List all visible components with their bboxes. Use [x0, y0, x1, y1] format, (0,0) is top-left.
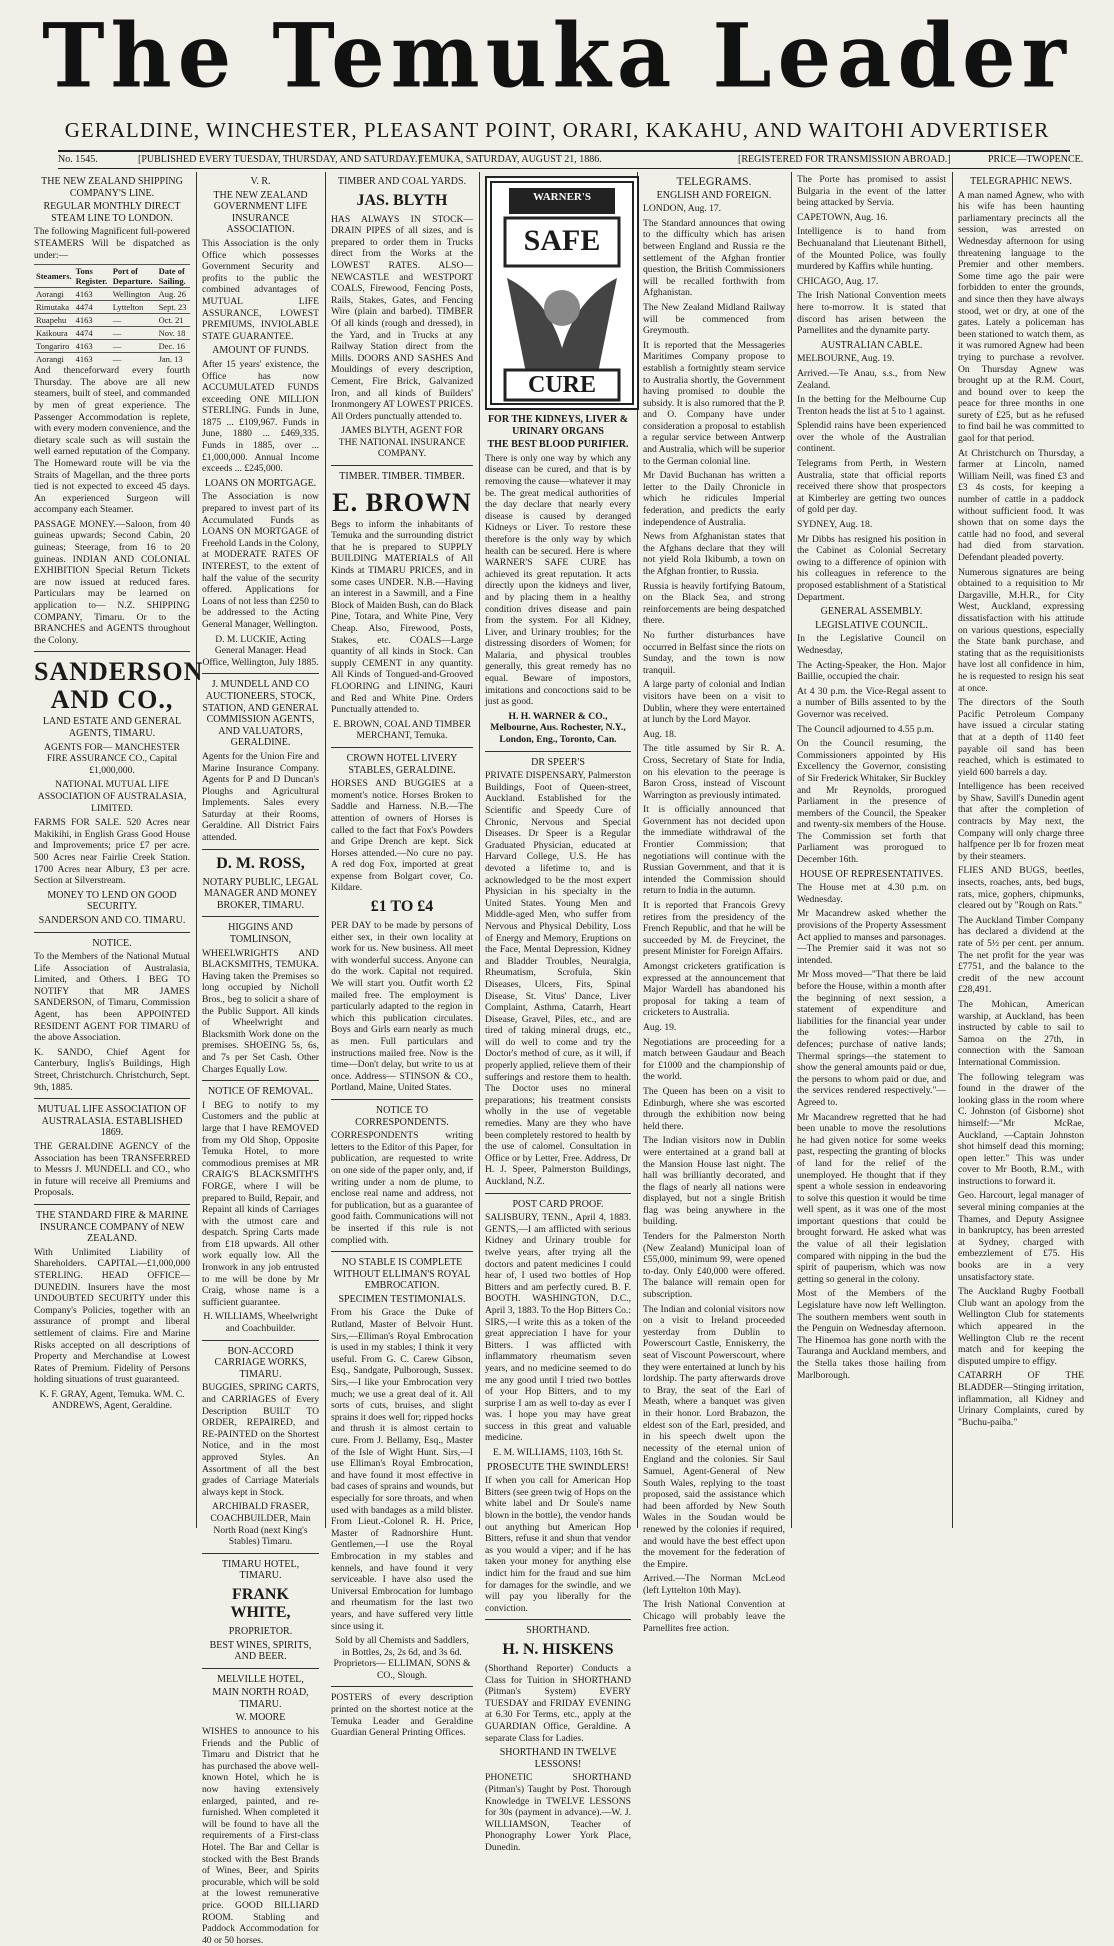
- article-paragraph: Intelligence has been received by Shaw, Savill's Dunedin agent that after the completion of contracts by May next, the Company will only charge three halfpence per lb for frozen meat by their steamers.: [958, 781, 1084, 862]
- telegraphic-paragraphs: [958, 190, 1084, 1429]
- table-cell: Aorangi: [34, 288, 74, 301]
- removal-body: I BEG to notify to my Customers and the public at large that I have REMOVED from my Old Shop, Opposite Temuka Hotel, to more commodious premises at MR CRAIG'S BLACKSMITH'S FORGE, where I will be prepared to Build, Repair, and Repaint all kinds of Carriages with the utmost care and despatch. Spring Carts made from £18 upwards. All other work equally low. All the Ironwork in any job entrusted to me will be done by Mr Craig, whose name is a sufficient guarantee.: [202, 1099, 319, 1308]
- article-paragraph: Mr Macandrew regretted that he had been unable to move the resolutions he had given notice for some weeks past, respecting the granting of blocks of land for the relief of the unemployed. He thought that if they spent a whole session in endeavoring to solve this question it would be time well spent, as it was one of the most important questions that could be brought forward. He asked what was the value of all their legislation compared with nipping in the bud the spirit of pauperism, which was now getting so general in the colony.: [797, 1111, 946, 1285]
- table-row: [34, 340, 190, 353]
- shorthand-label: SHORTHAND.: [526, 1625, 590, 1637]
- column-rule: [325, 172, 326, 1528]
- kidneys-title: FOR THE KIDNEYS, LIVER & URINARY ORGANS: [487, 414, 629, 437]
- crown-hotel-title: CROWN HOTEL LIVERY STABLES, GERALDINE.: [346, 752, 458, 776]
- blood-purifier: THE BEST BLOOD PURIFIER.: [487, 439, 629, 451]
- brown-title: E. BROWN: [332, 487, 472, 517]
- table-cell: 4474: [74, 301, 111, 314]
- postcard-body: SALISBURY, TENN., April 4, 1883. GENTS,—I am afflicted with serious Kidney and Urinary trouble for twelve years, after trying all the doctors and patent medicines I could hear of, I used two bottles of Hop Bitters and am perfectly cured. B. F. BOOTH. WASHINGTON, D.C., April 3, 1883. To the Hop Bitters Co.: SIRS,—I write this as a token of the great appreciation I have for your Bitters. I was afflicted with inflammatory rheumatism seven years, and no medicine seemed to do me any good until I tried two bottles of your Hop Bitters, and to my surprise I am as well to-day as ever I was. I hope you may have great success in this great and valuable medicine.: [485, 1212, 631, 1444]
- article-paragraph: Mr Macandrew asked whether the provisions of the Property Assessment Act applied to manses and parsonages.—The Premier said it was not so intended.: [797, 908, 946, 966]
- specimen-title: SPECIMEN TESTIMONIALS.: [338, 1293, 466, 1305]
- table-row: [34, 288, 190, 301]
- column-7: [958, 174, 1084, 1526]
- article-paragraph: The Mohican, American warship, at Auckland, has been instructed by cable to sail to Samoa on the 27th, in connection with the Samoan International Commission.: [958, 998, 1084, 1068]
- column-5: [643, 174, 785, 1634]
- shipping-subtitle: REGULAR MONTHLY DIRECT STEAM LINE TO LONDON.: [43, 201, 181, 224]
- timaru-hotel-title: TIMARU HOTEL, TIMARU.: [221, 1558, 300, 1582]
- divider: [331, 1251, 473, 1252]
- table-row: [34, 327, 190, 340]
- article-paragraph: Tenders for the Palmerston North (New Zealand) Municipal loan of £55,000, minimum 99, were opened to-day. Only £40,000 were offered. The balance will remain open for subscription.: [643, 1231, 785, 1301]
- divider: [485, 751, 631, 752]
- issue-date: TEMUKA, SATURDAY, AUGUST 21, 1886.: [418, 154, 602, 165]
- safe-label-safe: SAFE: [523, 224, 601, 257]
- article-paragraph: LONDON, Aug. 17.: [643, 203, 722, 215]
- column-rule: [479, 172, 480, 1528]
- table-cell: Dec. 16: [157, 340, 190, 353]
- divider: [202, 1080, 319, 1081]
- money-to-lend: MONEY TO LEND ON GOOD SECURITY.: [47, 889, 177, 913]
- proprietor-label: PROPRIETOR.: [228, 1625, 293, 1637]
- article-paragraph: No further disturbances have occurred in Belfast since the riots on Sunday, and the town is now tranquil.: [643, 629, 785, 676]
- article-paragraph: Negotiations are proceeding for a match between Gaudaur and Beach for £1000 and the championship of the world.: [643, 1036, 785, 1083]
- article-paragraph: The Indian visitors now in Dublin were entertained at a grand ball at the Mansion House last night. The hall was brilliantly decorated, and the flags of nearly all nations were displayed, but not a single British flag was being anywhere in the building.: [643, 1135, 785, 1228]
- loans-title: LOANS ON MORTGAGE.: [204, 477, 317, 489]
- table-header: Tons Register.: [74, 265, 111, 288]
- issue-info-bar: [58, 150, 1084, 169]
- sanderson-subtitle: LAND ESTATE AND GENERAL AGENTS, TIMARU.: [42, 716, 182, 739]
- loans-body: The Association is now prepared to invest part of its Accumulated Funds as LOANS ON MORTGAGE of Freehold Lands in the Colony, at MODERATE RATES OF INTEREST, to the extent of half the value of the security offered. Applications for Loans of not less than £250 to be addressed to the Acting General Manager, Wellington.: [202, 491, 319, 630]
- moore-body: WISHES to announce to his Friends and the Public of Timaru and District that he has purchased the above well-known Hotel, which he is now having extensively enlarged, painted, and re-furnished. When completed it will be found to have all the requirements of a First-class Hotel. The Bar and Cellar is stocked with the Best Brands of Wines, Beer, and Spirits procurable, which will be sold at the lowest remunerative price. GOOD BILLIARD ROOM. Stabling and Paddock Accommodation for 40 or 50 horses.: [202, 1726, 319, 1946]
- article-paragraph: At 4 30 p.m. the Vice-Regal assent to a number of Bills assented to by the Governor was received.: [797, 685, 946, 720]
- vr-mark: V. R.: [250, 176, 271, 187]
- article-paragraph: The Auckland Timber Company has declared a dividend at the rate of 5½ per cent. per annum. The net profit for the year was £7751, and the balance to the credit of the new account £28,491.: [958, 914, 1084, 996]
- column-4: [485, 174, 631, 1853]
- table-header: Steamers.: [34, 265, 74, 288]
- table-header: Date of Sailing.: [157, 265, 190, 288]
- article-paragraph: Splendid rains have been experienced over the whole of the Australian continent.: [797, 420, 946, 455]
- notice-signature: K. SANDO, Chief Agent for Canterbury, Inglis's Buildings, High Street, Christchurch. Christchurch, Sept. 9th, 1885.: [34, 1046, 190, 1093]
- mutual-life-title: MUTUAL LIFE ASSOCIATION OF AUSTRALASIA. ESTABLISHED 1869.: [37, 1104, 187, 1139]
- funds-body: After 15 years' existence, the Office has now ACCUMULATED FUNDS exceeding ONE MILLION STERLING. Funds in June, 1875 ... £109,967. Funds in June, 1880 ... £469,335. Funds in 1885, over ... £1,000,000. Annual Income exceeds ... £245,000.: [202, 358, 319, 475]
- twelve-lessons-title: SHORTHAND IN TWELVE LESSONS!: [499, 1747, 617, 1770]
- mundell-title: J. MUNDELL AND CO AUCTIONEERS, STOCK, STATION, AND GENERAL COMMISSION AGENTS, AND VALUATORS, GERALDINE.: [202, 679, 319, 749]
- passage-money: PASSAGE MONEY.—Saloon, from 40 guineas upwards; Second Cabin, 20 guineas; Steerage, from 16 to 20 guineas. INDIAN AND COLONIAL EXHIBITION Special Return Tickets are now issued at reduced fares. Particulars may be learned on application to— N.Z. SHIPPING COMPANY, Timaru. Or to the BRANCHES and AGENTS throughout the Colony.: [34, 518, 190, 646]
- article-paragraph: The Irish National Convention meets here to-morrow. It is stated that discord has arisen between the Parnellites and the dynamite party.: [797, 290, 946, 337]
- article-paragraph: Mr Dibbs has resigned his position in the Cabinet as Colonial Secretary owing to a difference of opinion with his colleagues in reference to the proposed establishment of a Statistical Department.: [797, 533, 946, 603]
- divider: [34, 1098, 190, 1099]
- govt-insurance-body: This Association is the only Office which possesses Government Security and profits to the public the combined advantages of MUTUAL LIFE ASSURANCE, LOWEST PREMIUMS, INVIOLABLE STATE GUARANTEE.: [202, 237, 319, 342]
- column-rule: [952, 172, 953, 1528]
- table-cell: Aorangi: [34, 353, 74, 366]
- article-paragraph: The directors of the South Pacific Petroleum Company have issued a circular stating that at a depth of 1140 feet payable oil sand has been reached, which is estimated to yield 600 barrels a day.: [958, 697, 1084, 778]
- divider: [202, 1553, 319, 1554]
- article-paragraph: SYDNEY, Aug. 18.: [797, 519, 873, 531]
- table-cell: 4163: [74, 288, 111, 301]
- article-paragraph: News from Afghanistan states that the Afghans declare that they will not yield Rola Ikibumb, a town on the Afghan frontier, to Russia.: [643, 531, 785, 577]
- article-paragraph: Geo. Harcourt, legal manager of several mining companies at the Thames, and Deputy Assignee in bankruptcy, has been arrested at Sydney, charged with embezzlement of £75. His books are in a very unsatisfactory state.: [958, 1190, 1084, 1283]
- column-3: [331, 174, 474, 1739]
- national-mutual: NATIONAL MUTUAL LIFE ASSOCIATION OF AUSTRALASIA, LIMITED.: [37, 779, 187, 814]
- shipping-body: And thenceforward every fourth Thursday. The above are all new steamers, built of steel, and commanded by men of great experience. The Passenger Accommodation is replete, with every modern convenience, and the dietary scale such as will sustain the well earned reputation of the Company. The Homeward route will be via the Straits of Magellan, and the three ports tied is not expected to exceed 45 days. An experienced Surgeon will accompany each Steamer.: [34, 365, 190, 516]
- table-cell: Jan. 13: [157, 353, 190, 366]
- table-row: [34, 301, 190, 314]
- higgins-body: WHEELWRIGHTS AND BLACKSMITHS, TEMUKA. Having taken the Premises so long occupied by Nicholl Bros., beg to solicit a share of the Public Support. All kinds of Wheelwright and Blacksmith Work done on the premises. SHOEING 5s, 6s, and 7s per Set Cash. Other Charges Equally Low.: [202, 947, 319, 1075]
- melville-title: MELVILLE HOTEL,: [217, 1673, 304, 1685]
- article-paragraph: Most of the Members of the Legislature have now left Wellington. The southern members went south in the Penguin on Wednesday afternoon. The Hinemoa has gone north with the Tauranga and Auckland members, and the Stella takes those hailing from Marlborough.: [797, 1288, 946, 1381]
- bonaccord-title: BON-ACCORD CARRIAGE WORKS, TIMARU.: [214, 1345, 307, 1380]
- table-cell: Aug. 26: [157, 288, 190, 301]
- divider: [34, 932, 190, 933]
- table-cell: Wellington: [111, 288, 157, 301]
- blyth-title: JAS. BLYTH: [356, 191, 448, 209]
- divider: [202, 849, 319, 850]
- table-header: Port of Departure.: [111, 265, 157, 288]
- mundell-body: Agents for the Union Fire and Marine Insurance Company. Agents for P and D Duncan's Ploughs and Agricultural Implements. Sales every Saturday at their Rooms, Geraldine. All District Fairs attended.: [202, 750, 319, 844]
- frank-white-name: FRANK WHITE,: [230, 1585, 291, 1621]
- article-paragraph: CHICAGO, Aug. 17.: [797, 275, 879, 287]
- shipping-title: THE NEW ZEALAND SHIPPING COMPANY'S LINE.: [41, 176, 183, 199]
- table-cell: 4163: [74, 340, 111, 353]
- divider: [485, 1193, 631, 1194]
- mutual-life-body: THE GERALDINE AGENCY of the Association has been TRANSFERRED to Messrs J. MUNDELL and CO., who in future will receive all Premiums and Proposals.: [34, 1141, 190, 1199]
- standard-fire-body: With Unlimited Liability of Shareholders. CAPITAL—£1,000,000 STERLING. HEAD OFFICE—DUNEDIN. Insurers have the most UNDOUBTED SECURITY under this Company's Policies, together with an assurance of prompt and liberal settlement of claims. Fire and Marine Risks accepted on all descriptions of Property and Merchandise at Lowest Rates of Premium. Fidelity of Persons holding situations of trust guaranteed.: [34, 1246, 190, 1386]
- shipping-intro: The following Magnificent full-powered STEAMERS Will be dispatched as under:—: [34, 226, 190, 261]
- article-paragraph: It is officially announced that Government has not decided upon the immediate withdrawal of the Frontier Commission; that negotiations will continue with the Russian Government, and that it is intended the Commission should return to India in the autumn.: [643, 804, 785, 897]
- blyth-body: HAS ALWAYS IN STOCK— DRAIN PIPES of all sizes, and is prepared to order them in Trucks direct from the Works at the LOWEST RATES. ALSO— NEWCASTLE and WESTPORT COALS, Firewood, Fencing Posts, Rails, Stakes, Gates, and Fencing Wire (plain and barbed). TIMBER Of all kinds (rough and dressed), in the Yard, and in Trucks at any Railway Station direct from the Mills. DOORS AND SASHES And Mouldings of every description, Cement, Fire Brick, Galvanized Iron, and all kinds of Builders' Ironmongery AT LOWEST PRICES. All Orders punctually attended to.: [331, 213, 473, 422]
- posters-notice: POSTERS of every description printed on the shortest notice at the Temuka Leader and Geraldine Guardian General Printing Offices.: [331, 1692, 473, 1739]
- hiskens-name: H. N. HISKENS: [502, 1640, 614, 1658]
- divider: [331, 1686, 473, 1687]
- prosecute-title: PROSECUTE THE SWINDLERS!: [486, 1461, 630, 1473]
- bonaccord-body: BUGGIES, SPRING CARTS, and CARRIAGES of Every Description BUILT TO ORDER, REPAIRED, and RE-PAINTED on the Shortest Notice, and in the most approved Styles. An Assortment of all the best grades of Carriage Materials always kept in Stock.: [202, 1382, 319, 1498]
- price: PRICE—TWOPENCE.: [988, 154, 1084, 165]
- telegrams-heading: TELEGRAMS.: [676, 174, 752, 188]
- timber-yards-header: TIMBER AND COAL YARDS.: [337, 176, 467, 187]
- column-rule: [196, 172, 197, 1528]
- article-paragraph: CATARRH OF THE BLADDER—Stinging irritation, inflammation, all Kidney and Urinary Complaints, cured by "Buchu-paiba.": [958, 1370, 1084, 1428]
- table-cell: —: [111, 327, 157, 340]
- article-paragraph: The New Zealand Midland Railway will be commenced from Greymouth.: [643, 301, 785, 337]
- article-paragraph: The Council adjourned to 4.55 p.m.: [797, 723, 934, 735]
- table-cell: 4163: [74, 314, 111, 327]
- house-reps-title: HOUSE OF REPRESENTATIVES.: [799, 868, 944, 880]
- prosecute-body: If when you call for American Hop Bitters (see green twig of Hops on the white label and Dr Soule's name blown in the bottle), the vendor hands out anything but American Hop Bitters, refuse it and shun that vendor as you would a viper; and if he has taken your money for anything else indict him for the fraud and sue him for damages for the swindle, and we will pay you liberally for the conviction.: [485, 1475, 631, 1614]
- bonaccord-signature: ARCHIBALD FRASER, COACHBUILDER, Main North Road (next King's Stables) Timaru.: [210, 1501, 311, 1548]
- table-cell: —: [111, 353, 157, 366]
- table-cell: 4474: [74, 327, 111, 340]
- column-1: [34, 174, 204, 1526]
- table-row: [34, 353, 190, 366]
- article-paragraph: Mr Moss moved—"That there be laid before the House, within a month after the beginning of next session, a statement of expenditure and liabilities for the financial year under the following votes:—Harbor defences; purchase of native lands; Thermal springs—the statement to show the general amounts paid or due, the persons to whom paid or due, and the services rendered respectively."—Agreed to.: [797, 969, 946, 1108]
- table-cell: Nov. 18: [157, 327, 190, 340]
- agents-for: AGENTS FOR— MANCHESTER FIRE ASSURANCE CO., Capital £1,000,000.: [44, 741, 180, 776]
- funds-title: AMOUNT OF FUNDS.: [212, 345, 309, 357]
- foreign-paragraphs: [797, 174, 946, 337]
- speer-title: DR SPEER'S: [531, 756, 585, 768]
- specimen-body: From his Grace the Duke of Rutland, Master of Belvoir Hunt. Sirs,—Elliman's Royal Embrocation is used in my stables; I think it very useful. From G. C. Carew Gibson, Esq., Sandgate, Pulborough, Sussex. Sirs,—I like your Embrocation very much; we use a great deal of it. All sorts of cuts, bruises, and slight sprains it does well for; ripped hocks and thrush it is almost certain to cure. From J. Bellamy, Esq., Master of the Isle of Wight Hunt. Sirs,—I use Elliman's Royal Embrocation, and have found it most effective in bad cases of sprains and wounds, but especially for sore throats, and when used with bandages as a mild blister. From Lieut.-Colonel R. H. Price, Master of Radnorshire Hunt. Gentlemen,—I use the Royal Embrocation in my stables and kennels, and have found it very serviceable. I have also used the Universal Embrocation for lumbago and rheumatism for the last two years, and have suffered very little since using it.: [331, 1307, 474, 1632]
- reps-paragraphs: [797, 882, 946, 1381]
- notice-title: NOTICE.: [92, 937, 132, 949]
- column-6: [797, 174, 946, 1526]
- legislative-council-title: LEGISLATIVE COUNCIL.: [815, 619, 928, 631]
- article-paragraph: It is reported that the Messageries Maritimes Company propose to establish a fortnightly steam service to Australia shortly, the Government having promised to double the subsidy. It is also rumored that the P. and O. Company have under consideration a proposal to establish a regular service between Antwerp and Australia, which will be superior to the German colonial line.: [643, 339, 785, 467]
- divider: [202, 916, 319, 917]
- dm-ross-subtitle: NOTARY PUBLIC, LEGAL MANAGER AND MONEY BROKER, TIMARU.: [202, 876, 319, 911]
- warner-signature: H. H. WARNER & CO., Melbourne, Aus. Rochester, N.Y., London, Eng., Toronto, Can.: [490, 710, 626, 746]
- dm-ross-title: D. M. ROSS,: [216, 854, 305, 872]
- article-paragraph: It is reported that Francois Grevy retires from the presidency of the French Republic, and that he will be succeeded by M. de Freycinet, the present Minister for Foreign Affairs.: [643, 900, 785, 958]
- table-cell: Kaikoura: [34, 327, 74, 340]
- removal-signature: H. WILLIAMS, Wheelwright and Coachbuilder.: [203, 1311, 318, 1335]
- article-paragraph: On the Council resuming, the Commissioners appointed by His Excellency the Governor, consisting of Sir Frederick Whitaker, Sir Buckley and Mr Reynolds, prorogued Parliament in the presence of members of the Council, the Speaker and twenty-six members of the House. The Commission set forth that Parliament was prorogued to December 16th.: [797, 738, 946, 866]
- column-rule: [791, 172, 792, 1528]
- article-paragraph: The Irish National Convention at Chicago will probably leave the Parnellites free action.: [643, 1599, 785, 1634]
- article-paragraph: Mr David Buchanan has written a letter to the Daily Chronicle in which he ridicules Imperial federation, and predicts the early independence of Australia.: [643, 470, 785, 528]
- table-cell: Rimutaka: [34, 301, 74, 314]
- article-paragraph: The Acting-Speaker, the Hon. Major Baillie, occupied the chair.: [797, 659, 946, 683]
- article-paragraph: MELBOURNE, Aug. 19.: [797, 353, 895, 365]
- removal-title: NOTICE OF REMOVAL.: [207, 1086, 314, 1098]
- article-paragraph: Amongst cricketers gratification is expressed at the announcement that Major Wardell has abandoned his proposal for taking a team of cricketers to Australia.: [643, 961, 785, 1019]
- divider: [331, 465, 473, 466]
- elliman-title: NO STABLE IS COMPLETE WITHOUT ELLIMAN'S ROYAL EMBROCATION.: [333, 1257, 471, 1292]
- article-paragraph: Telegrams from Perth, in Western Australia, state that official reports received there show that prospectors at Kimberley are getting two ounces of gold per day.: [797, 458, 946, 516]
- masthead: [0, 3, 1114, 116]
- brown-body: Begs to inform the inhabitants of Temuka and the surrounding district that he is prepared to SUPPLY BUILDING MATERIALS of All Kinds at TIMARU PRICES, and in some cases UNDER. N.B.—Having an interest in a Sawmill, and a Fine Block of Maiden Bush, can do Black Pine, Totara, and White Pine, Very Cheap. Also, Firewood, Posts, Stakes, etc. COALS—Large quantity of all kinds in Stock. Can supply CEMENT in any quantity. All Kinds of Tongued-and-Grooved FLOORING and LINING, Kauri and Red and White Pine. Orders Punctually attended to.: [331, 518, 474, 716]
- crown-hotel-body: HORSES AND BUGGIES at a moment's notice. Horses Broken to Saddle and Harness. N.B.—The attention of owners of Horses is called to the fact that Fox's Powders and Gripe Drench are kept. Sick Horses attended.—No cure no pay. A red dog Fox, imported at great expense from Bolgart cover, Co. Kildare.: [331, 778, 473, 894]
- govt-insurance-title: THE NEW ZEALAND GOVERNMENT LIFE INSURANCE ASSOCIATION.: [213, 189, 308, 236]
- article-paragraph: Aug. 19.: [643, 1021, 677, 1033]
- issue-number: No. 1545.: [58, 154, 98, 165]
- telegrams-subheading: ENGLISH AND FOREIGN.: [656, 189, 772, 201]
- article-paragraph: In the betting for the Melbourne Cup Trenton heads the list at 5 to 1 against.: [797, 394, 946, 417]
- timber-row: TIMBER. TIMBER. TIMBER.: [339, 471, 465, 483]
- moore-name: W. MOORE: [235, 1712, 286, 1724]
- table-cell: Tongariro: [34, 340, 74, 353]
- article-paragraph: A large party of colonial and Indian visitors have been on a visit to Dublin, where they were entertained at lunch by the Lord Mayor.: [643, 679, 785, 726]
- sanderson-signature: SANDERSON AND CO. TIMARU.: [38, 914, 186, 926]
- australian-cable-title: AUSTRALIAN CABLE.: [820, 339, 923, 351]
- divider: [331, 747, 473, 748]
- kidneys-body: There is only one way by which any disease can be cured, and that is by removing the cause—whatever it may be. The great medical authorities of the day declare that nearly every disease is caused by deranged Kidneys or Liver. To restore these therefore is the only way by which health can be secured. Here is where WARNER'S SAFE CURE has achieved its great reputation. It acts directly upon the kidneys and liver, and by placing them in a healthy condition drives disease and pain from the system. For all Kidney, Liver, and Urinary troubles; for the distressing disorders of Women; for Malaria, and physical troubles generally, this great remedy has no equal. Beware of impostors, imitations and concoctions said to be just as good.: [485, 452, 631, 708]
- divider: [34, 1204, 190, 1205]
- divider: [485, 1619, 631, 1620]
- article-paragraph: Numerous signatures are being obtained to a requisition to Mr Dargaville, M.H.R., for City West, Auckland, expressing dissatisfaction with his attitude on various questions, especially the State bank purchase, and stating that as the requisitionists have lost all confidence in him, he is requested to resign his seat at once.: [958, 566, 1084, 694]
- assembly-paragraphs: [797, 633, 946, 865]
- article-paragraph: Aug. 18.: [643, 728, 677, 740]
- steamer-table: [34, 264, 190, 365]
- article-paragraph: In the Legislative Council on Wednesday,: [797, 633, 946, 656]
- article-paragraph: FLIES AND BUGS, beetles, insects, roaches, ants, bed bugs, rats, mice, gophers, chipmunks, cleared out by "Rough on Rats.": [958, 865, 1084, 912]
- postcard-title: POST CARD PROOF.: [512, 1198, 604, 1210]
- header-rule: [58, 168, 1070, 169]
- brown-signature: E. BROWN, COAL AND TIMBER MERCHANT, Temuka.: [332, 718, 472, 742]
- table-cell: Ruapehu: [34, 314, 74, 327]
- article-paragraph: The Indian and colonial visitors now on a visit to Ireland proceeded yesterday from Dublin to Powerscourt Castle, Enniskerry, the seat of Viscount Powerscourt, where they were entertained at lunch by his lordship. The party afterwards drove to Bray, the seat of the Earl of Meath, where a banquet was given in their honor. Lord Brabazon, the eldest son of the Earl, presided, and in his speech dwelt upon the necessity of the eternal union of England and the colonies. Sir Saul Samuel, Agent-General of New South Wales, replying to the toast proposed, said the assistance which had been afforded by New South Wales in the Soudan would be renewed by the colonies if required, and would have the best effect upon the movement for the federation of the Empire.: [643, 1303, 785, 1570]
- table-cell: —: [111, 314, 157, 327]
- article-paragraph: A man named Agnew, who with his wife has been haunting parliamentary precincts all the session, was arrested on Wednesday afternoon for using threatening language to the Premier and other members. Some time ago the pair were forbidden to enter the grounds, and since then they have always stood, wet or dry, at one of the gates. Lately a policeman has been stationed to watch them, as it was rumored Agnew had been trying to purchase a revolver. On Thursday Agnew was brought up at the R.M. Court, and bound over to keep the peace for three months in one surety of £25, but as he refused to find bail he was committed to gaol for that period.: [958, 189, 1084, 445]
- melville-subtitle: MAIN NORTH ROAD, TIMARU.: [212, 1687, 309, 1710]
- article-paragraph: At Christchurch on Thursday, a farmer at Lincoln, named William Neill, was fined £3 and £3 4s costs, for keeping a number of cattle in a paddock without sufficient food. It was shown that on some days the cattle had no food, and several had died from starvation. Defendant pleaded poverty.: [958, 447, 1084, 563]
- cable-paragraphs: [797, 353, 946, 603]
- best-wines: BEST WINES, SPIRITS, AND BEER.: [209, 1639, 312, 1663]
- loans-signature: D. M. LUCKIE, Acting General Manager. Head Office, Wellington, July 1885.: [202, 633, 319, 668]
- general-assembly-title: GENERAL ASSEMBLY.: [820, 606, 923, 618]
- higgins-title: HIGGINS AND TOMLINSON,: [228, 922, 293, 946]
- article-paragraph: The title assumed by Sir R. A. Cross, Secretary of State for India, on his elevation to the peerage is Baron Cross, instead of Viscount Warrington as previously intimated.: [643, 743, 785, 801]
- article-paragraph: The Porte has promised to assist Bulgaria in the event of the latter being attacked by Servia.: [797, 174, 946, 209]
- article-paragraph: The following telegram was found in the drawer of the looking glass in the room where C. Johnston (of Gisborne) shot himself:—"Mr McRae, Auckland, —Captain Johnston shot himself dead this morning; open letter." This was under cover to Mr Booth, R.M., with instructions to forward it.: [958, 1071, 1084, 1187]
- pound-badge: £1 TO £4: [370, 898, 434, 916]
- article-paragraph: Russia is heavily fortifying Batoum, on the Black Sea, and strong reinforcements are being despatched there.: [643, 580, 785, 627]
- telegraphic-news-heading: TELEGRAPHIC NEWS.: [970, 176, 1072, 187]
- standard-fire-title: THE STANDARD FIRE & MARINE INSURANCE COMPANY of NEW ZEALAND.: [36, 1209, 188, 1245]
- article-paragraph: CAPETOWN, Aug. 16.: [797, 211, 888, 223]
- correspondents-title: NOTICE TO CORRESPONDENTS.: [355, 1104, 449, 1128]
- divider: [331, 1099, 473, 1100]
- blyth-signature: JAMES BLYTH, AGENT FOR THE NATIONAL INSURANCE COMPANY.: [338, 425, 466, 460]
- table-cell: 4163: [74, 353, 111, 366]
- table-cell: Sept. 23: [157, 301, 190, 314]
- pound-body: PER DAY to be made by persons of either sex, in their own locality at work for us. New business. All meet with wonderful success. Anyone can do the work. Capital not required. We will start you. Outfit worth £2 mailed free. The employment is particularly adapted to the region in which this publication circulates. Boys and Girls earn nearly as much as men. Full particulars and instructions mailed free. Now is the time—Don't delay, but write to us at once. Address— STINSON & CO., Portland, Maine, United States.: [331, 920, 473, 1094]
- shorthand-body: (Shorthand Reporter) Conducts a Class for Tuition in SHORTHAND (Pitman's System) EVERY TUESDAY and FRIDAY EVENING at 6.30 For Terms, etc., apply at the GUARDIAN Office, Geraldine. A separate Class for Ladies.: [485, 1662, 631, 1744]
- safe-label-warner: WARNER'S: [532, 191, 592, 203]
- divider: [34, 651, 190, 652]
- standard-fire-signature: K. F. GRAY, Agent, Temuka. WM. C. ANDREWS, Agent, Geraldine.: [39, 1388, 185, 1412]
- divider: [202, 673, 319, 674]
- notice-body: To the Members of the National Mutual Life Association of Australasia, Limited, and Others. I BEG TO NOTIFY that MR JAMES SANDERSON, of Timaru, Commission Agent, has been APPOINTED RESIDENT AGENT FOR TIMARU of the above Association.: [34, 951, 190, 1044]
- table-cell: —: [111, 340, 157, 353]
- newspaper-subtitle: GERALDINE, WINCHESTER, PLEASANT POINT, ORARI, KAKAHU, AND WAITOHI ADVERTISER: [64, 118, 1050, 142]
- article-paragraph: The Queen has been on a visit to Edinburgh, where she was escorted through the exhibition now being held there.: [643, 1085, 785, 1132]
- registration-note: [REGISTERED FOR TRANSMISSION ABROAD.]: [738, 154, 951, 165]
- safe-label-cure: CURE: [527, 372, 596, 398]
- table-cell: Oct. 21: [157, 314, 190, 327]
- newspaper-title: The Temuka Leader: [42, 3, 1072, 108]
- divider: [202, 1668, 319, 1669]
- column-2: [202, 174, 319, 1946]
- article-paragraph: The Standard announces that owing to the difficulty which has arisen between England and Russia re the settlement of the Afghan frontier question, the British Commissioners will be recalled forthwith from Afghanistan.: [643, 217, 785, 299]
- elliman-signature: Sold by all Chemists and Saddlers, in Bottles, 2s, 2s 6d, and 3s 6d. Proprietors— ELLIMAN, SONS & CO., Slough.: [333, 1635, 471, 1681]
- speer-body: PRIVATE DISPENSARY, Palmerston Buildings, Foot of Queen-street, Auckland. Established for the Scientific and Speedy Cure of Chronic, Nervous and Special Diseases. Dr Speer is a Regular Graduated Physician, educated at Harvard College, U.S. He has devoted a lifetime to, and is acknowledged to be the most expert Physician in his specialty in the United States. Young Men and Middle-aged Men, who suffer from Nervous and Physical Debility, Loss of Energy and Memory, Eruptions on the Face, Mental Depression, Kidney and Bladder Troubles, Neuralgia, Rheumatism, Scrofula, Skin Diseases, Ulcers, Fits, Spinal Disease, St. Vitus' Dance, Liver Complaint, Asthma, Catarrh, Heart Disease, Gravel, Piles, etc., and are tired of taking mineral drugs, etc., will do well to come and try the Doctor's method of cure, as it will, if properly applied, relieve them of their sufferings and restore them to health. The Doctor uses no mineral preparations; his treatment consists wholly in the use of vegetable remedies. Many are they who have been completely restored to health by the use of calomel. Consultation in Office or by Letter, Free. Address, Dr H. J. Speer, Palmerston Buildings, Auckland, N.Z.: [485, 770, 631, 1187]
- safe-cure-advertisement: [485, 176, 639, 410]
- publication-schedule: [PUBLISHED EVERY TUESDAY, THURSDAY, AND SATURDAY.]: [138, 154, 421, 165]
- article-paragraph: The Auckland Rugby Football Club want an apology from the Wellington Club for statements which appeared in the Wellington Club re the recent match and for keeping the disputed umpire to effigy.: [958, 1286, 1084, 1367]
- table-cell: Lyttelton: [111, 301, 157, 314]
- farms-for-sale: FARMS FOR SALE. 520 Acres near Makikihi, in English Grass Good House and Improvements; price £7 per acre. 500 Acres near Fairlie Creek Station. 1700 Acres near Albury, £3 per acre. Section at Silverstream.: [34, 817, 190, 887]
- correspondents-body: CORRESPONDENTS writing letters to the Editor of this Paper, for publication, are requested to write on one side of the paper only, and, if writing under a nom de plume, to enclose real name and address, not for publication, but as a guarantee of good faith. Communications will not be inserted if this rule is not complied with.: [331, 1130, 473, 1246]
- table-row: [34, 314, 190, 327]
- telegrams-paragraphs: [643, 203, 785, 1634]
- postcard-signature: E. M. WILLIAMS, 1103, 16th St.: [492, 1447, 624, 1459]
- article-paragraph: Arrived.—Te Anau, s.s., from New Zealand.: [797, 367, 946, 391]
- article-paragraph: Arrived.—The Norman McLeod (left Lyttelton 10th May).: [643, 1573, 785, 1596]
- sanderson-title: SANDERSON AND CO.,: [34, 657, 204, 715]
- article-paragraph: Intelligence is to hand from Bechuanaland that Lieutenant Bithell, of the Mounted Police, was foully murdered by Kaffirs while hunting.: [797, 226, 946, 273]
- article-paragraph: The House met at 4.30 p.m. on Wednesday.: [797, 882, 946, 905]
- divider: [202, 1340, 319, 1341]
- twelve-lessons-body: PHONETIC SHORTHAND (Pitman's) Taught by Post. Thorough Knowledge in TWELVE LESSONS for 30s (payment in advance).—W. J. WILLIAMSON, Teacher of Phonography Lower York Place, Dunedin.: [485, 1772, 631, 1853]
